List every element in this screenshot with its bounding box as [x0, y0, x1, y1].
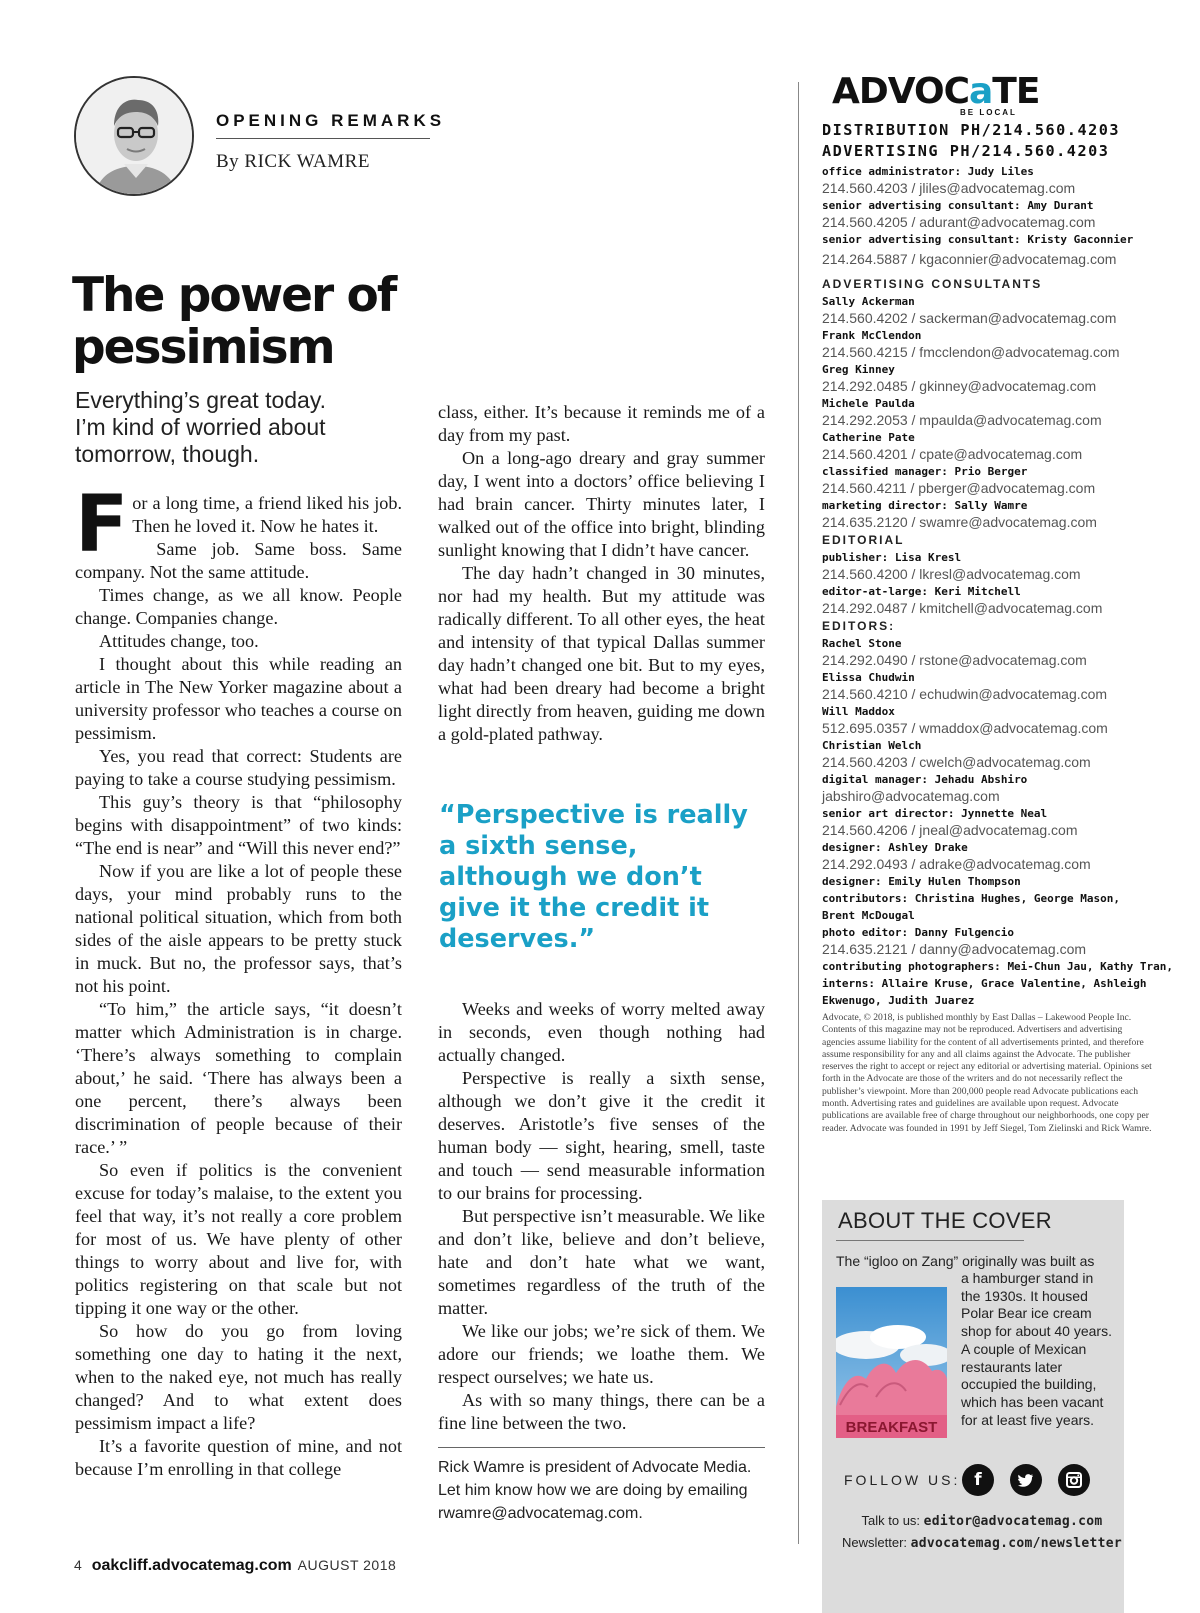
distribution-phone: DISTRIBUTION PH/214.560.4203 [822, 121, 1121, 139]
staff-contact: 214.292.0485 / gkinney@advocatemag.com [822, 378, 1097, 394]
staff-name: Lisa Kresl [894, 551, 962, 564]
staff-role [822, 958, 1174, 975]
paragraph: It’s a favorite question of mine, and not because I’m enrolling in that college [75, 1436, 402, 1479]
column-divider [798, 82, 799, 1544]
staff-contact: 214.560.4205 / adurant@advocatemag.com [822, 214, 1096, 230]
article-column-2-top [438, 401, 765, 746]
paragraph: Weeks and weeks of worry melted away in seconds, even though nothing had actually changed. [438, 999, 765, 1065]
role-label: publisher: [822, 551, 889, 564]
author-portrait-illustration [76, 78, 194, 196]
staff-name: Christian Welch [822, 739, 922, 752]
role-label: marketing director: [822, 499, 948, 512]
staff-contact: 214.635.2120 / swamre@advocatemag.com [822, 514, 1097, 530]
page-footer [74, 1557, 396, 1575]
staff-name: Emily Hulen Thompson [888, 875, 1021, 888]
staff-name: Sally Wamre [954, 499, 1028, 512]
editorial-heading: EDITORIAL [822, 533, 905, 547]
cover-thumbnail[interactable] [836, 1287, 947, 1438]
staff-name: Ashley Drake [888, 841, 968, 854]
staff-name: Mei-Chun Jau, Kathy Tran, [1007, 960, 1174, 973]
about-cover-title: ABOUT THE COVER [838, 1208, 1052, 1233]
staff-name: Judy Liles [967, 165, 1034, 178]
staff-role [822, 549, 1152, 566]
staff-name: Greg Kinney [822, 363, 895, 376]
role-label: senior art director: [822, 807, 955, 820]
staff-role [822, 805, 1152, 822]
staff-name: Jehadu Abshiro [934, 773, 1028, 786]
staff-name: Rachel Stone [822, 637, 902, 650]
staff-role [822, 497, 1152, 514]
paragraph: This guy’s theory is that “philosophy begins with disappointment” of two kinds: “The end is near” and “Will this never end?” [75, 792, 402, 858]
staff-name: Christina Hughes, George Mason, Brent McDougal [822, 892, 1121, 922]
subhead-line-3: tomorrow, though. [75, 441, 260, 467]
subhead [75, 387, 415, 468]
editor-email-link[interactable]: editor@advocatemag.com [923, 1514, 1103, 1529]
newsletter-label: Newsletter: [842, 1535, 908, 1550]
subhead-line-2: I’m kind of worried about [75, 414, 326, 440]
paragraph: On a long-ago dreary and gray summer day, I went into a doctors’ office believing I had brain cancer. Thirty minutes later, I walked out of the office into bright, blinding sunlight knowing that I didn’t have cancer. [438, 448, 765, 560]
role-label: senior advertising consultant: [822, 199, 1021, 212]
editors-heading: EDITORS: [822, 619, 896, 633]
paragraph: So how do you go from loving something one day to hating it the next, when to the naked eye, not much has really changed? And to what extent does pessimism impact a life? [75, 1321, 402, 1433]
advertising-phone: ADVERTISING PH/214.560.4203 [822, 142, 1110, 160]
staff-name: Danny Fulgencio [914, 926, 1015, 939]
staff-name: Catherine Pate [822, 431, 915, 444]
role-label: classified manager: [822, 465, 948, 478]
paragraph: I thought about this while reading an article in The New Yorker magazine about a university professor who teaches a course on pessimism. [75, 654, 402, 743]
advocate-logo [832, 72, 1039, 112]
bio-rule [438, 1447, 765, 1448]
role-label: designer: [822, 841, 882, 854]
staff-role [822, 873, 1152, 890]
follow-us-label: FOLLOW US: [844, 1472, 961, 1488]
staff-contact: 214.560.4203 / cwelch@advocatemag.com [822, 754, 1091, 770]
about-cover-text: a hamburger stand in the 1930s. It housed Polar Bear ice cream shop for about 40 years. A couple of Mexican restaurants later occupied the building, which has been vacant for at least five years. [961, 1270, 1112, 1428]
staff-name: Will Maddox [822, 705, 895, 718]
headline [72, 270, 432, 374]
article-column-1 [75, 480, 402, 1481]
role-label: interns: [822, 977, 875, 990]
paragraph: Times change, as we all know. People change. Companies change. [75, 585, 402, 628]
paragraph: Same job. Same boss. Same company. Not the same attitude. [75, 539, 402, 582]
staff-contact: 214.560.4210 / echudwin@advocatemag.com [822, 686, 1108, 702]
instagram-icon[interactable] [1058, 1464, 1090, 1496]
drop-cap: F [75, 480, 129, 570]
paragraph: As with so many things, there can be a fine line between the two. [438, 1390, 765, 1433]
instagram-camera-glyph [1058, 1464, 1090, 1496]
staff-contact: jabshiro@advocatemag.com [822, 788, 1000, 804]
staff-contact: 512.695.0357 / wmaddox@advocatemag.com [822, 720, 1108, 736]
staff-role [822, 197, 1152, 214]
staff-name: Jynnette Neal [961, 807, 1048, 820]
staff-name: Prio Berger [954, 465, 1028, 478]
staff-name: Frank McClendon [822, 329, 922, 342]
staff-role [822, 839, 1152, 856]
staff-role [822, 975, 1152, 1009]
staff-role [822, 890, 1152, 924]
paragraph: We like our jobs; we’re sick of them. We adore our friends; we loathe them. We respect ourselves; we hate us. [438, 1321, 765, 1387]
cover-photo-illustration [836, 1287, 947, 1438]
staff-contact: 214.292.0487 / kmitchell@advocatemag.com [822, 600, 1103, 616]
role-label: photo editor: [822, 926, 909, 939]
staff-contact: 214.560.4211 / pberger@advocatemag.com [822, 480, 1096, 496]
headline-line-1: The power of [72, 268, 396, 323]
staff-role [822, 163, 1152, 180]
staff-contact: 214.264.5887 / kgaconnier@advocatemag.com [822, 251, 1117, 267]
staff-role [822, 231, 1152, 248]
paragraph: Attitudes change, too. [99, 631, 259, 651]
author-portrait [74, 76, 194, 196]
staff-name: Kristy Gaconnier [1027, 233, 1134, 246]
byline: By RICK WAMRE [216, 151, 370, 172]
legal-notice: Advocate, © 2018, is published monthly by East Dallas – Lakewood People Inc. Contents of this magazine may not be reproduced. Advertisers and advertising agencies assume liability for the content of all advertisements printed, and therefore assume responsibility for any and all claims against the Advocate. The publisher reserves the right to accept or reject any editorial or advertising material. Opinions set forth in the Advocate are those of the writers and do not necessarily reflect the publisher’s viewpoint. More than 200,000 people read Advocate publications each month. Advertising rates and guidelines are available upon request. Advocate publications are available free of charge throughout our neighborhoods, one copy per reader. Advocate was founded in 1991 by Jeff Siegel, Tom Zielinski and Rick Wamre. [822, 1012, 1152, 1134]
twitter-bird-glyph [1010, 1464, 1042, 1496]
role-label: editor-at-large: [822, 585, 928, 598]
footer-site[interactable]: oakcliff.advocatemag.com [91, 1557, 292, 1574]
staff-role [822, 463, 1152, 480]
staff-contact: 214.560.4215 / fmcclendon@advocatemag.com [822, 344, 1120, 360]
paragraph: The day hadn’t changed in 30 minutes, nor had my health. But my attitude was radically different. To all other eyes, the heat and intensity of that typical Dallas summer day hadn’t changed one bit. But to my eyes, what had been dreary had become a bright light directly from heaven, guiding me down a gold-plated pathway. [438, 563, 765, 744]
role-label: senior advertising consultant: [822, 233, 1021, 246]
staff-contact: 214.560.4200 / lkresl@advocatemag.com [822, 566, 1081, 582]
staff-contact: 214.635.2121 / danny@advocatemag.com [822, 941, 1087, 957]
page-number: 4 [74, 1557, 82, 1573]
talk-to-us-line [832, 1510, 1132, 1532]
paragraph: “To him,” the article says, “it doesn’t matter which Administration is in charge. ‘There’s always something to complain about,’ he said. ‘There has always been a one percent, there’s always been discrimination of people because of their race.’ ” [75, 999, 402, 1157]
staff-name: Keri Mitchell [934, 585, 1021, 598]
staff-name: Elissa Chudwin [822, 671, 915, 684]
subhead-line-1: Everything’s great today. [75, 387, 327, 413]
paragraph: Perspective is really a sixth sense, although we don’t give it the credit it deserves. Aristotle’s five senses of the human body — sight, hearing, smell, taste and touch — send measurable information to our brains for processing. [438, 1068, 765, 1203]
pull-quote: “Perspective is really a sixth sense, although we don’t give it the credit it deserves.” [439, 800, 748, 954]
staff-contact: 214.292.0493 / adrake@advocatemag.com [822, 856, 1091, 872]
logo-text-end: TE [992, 71, 1040, 112]
contact-lines [832, 1510, 1132, 1554]
newsletter-line [832, 1532, 1132, 1554]
staff-role [822, 771, 1152, 788]
footer-date: AUGUST 2018 [297, 1557, 397, 1573]
staff-name: Sally Ackerman [822, 295, 915, 308]
facebook-icon[interactable]: f [962, 1464, 994, 1496]
role-label: digital manager: [822, 773, 928, 786]
newsletter-link[interactable]: advocatemag.com/newsletter [910, 1536, 1122, 1551]
talk-label: Talk to us: [861, 1513, 921, 1528]
paragraph: Now if you are like a lot of people these days, your mind probably runs to the national political situation, which from both sides of the aisle appears to be pretty stuck in muck. But no, the professor says, that’s not his point. [75, 861, 402, 996]
headline-line-2: pessimism [72, 320, 334, 375]
staff-name: Amy Durant [1027, 199, 1094, 212]
header-rule [216, 138, 430, 139]
ad-consultants-heading: ADVERTISING CONSULTANTS [822, 277, 1043, 291]
role-label: office administrator: [822, 165, 962, 178]
paragraph: So even if politics is the convenient excuse for today’s malaise, to the extent you feel that way, it’s not really a core problem for most of us. We have plenty of other things to worry about and live for, with politics registering on that scale but not tipping it one way or the other. [75, 1160, 402, 1318]
article-column-2-bottom [438, 998, 765, 1435]
staff-role [822, 583, 1152, 600]
staff-name: Allaire Kruse, Grace Valentine, Ashleigh Ekwenugo, Judith Juarez [822, 977, 1147, 1007]
staff-contact: 214.560.4203 / jliles@advocatemag.com [822, 180, 1076, 196]
logo-tagline: BE LOCAL [960, 108, 1017, 117]
breakfast-sign-text: BREAKFAST [845, 1419, 938, 1436]
author-bio: Rick Wamre is president of Advocate Media. Let him know how we are doing by emailing rwamre@advocatemag.com. [438, 1459, 752, 1522]
masthead-staff-list [822, 163, 1174, 1135]
paragraph: or a long time, a friend liked his job. Then he loved it. Now he hates it. [132, 493, 402, 536]
paragraph: class, either. It’s because it reminds me of a day from my past. [438, 402, 765, 445]
role-label: designer: [822, 875, 882, 888]
section-label: OPENING REMARKS [216, 111, 446, 130]
role-label: contributors: [822, 892, 909, 905]
paragraph: Yes, you read that correct: Students are paying to take a course studying pessimism. [75, 746, 402, 789]
about-cover-rule [836, 1240, 1024, 1241]
staff-contact: 214.560.4206 / jneal@advocatemag.com [822, 822, 1078, 838]
staff-contact: 214.292.2053 / mpaulda@advocatemag.com [822, 412, 1102, 428]
staff-contact: 214.560.4202 / sackerman@advocatemag.com [822, 310, 1117, 326]
logo-at-mark: a [969, 71, 993, 112]
twitter-icon[interactable] [1010, 1464, 1042, 1496]
logo-text-start: ADVOC [832, 71, 969, 112]
staff-contact: 214.560.4201 / cpate@advocatemag.com [822, 446, 1083, 462]
staff-contact: 214.292.0490 / rstone@advocatemag.com [822, 652, 1087, 668]
staff-name: Michele Paulda [822, 397, 915, 410]
staff-role [822, 924, 1152, 941]
about-cover-intro: The “igloo on Zang” originally was built as [836, 1253, 1095, 1269]
paragraph: But perspective isn’t measurable. We like and don’t like, believe and don’t believe, hate and don’t hate what we want, sometimes regardless of the truth of the matter. [438, 1206, 765, 1318]
role-label: contributing photographers: [822, 960, 1001, 973]
